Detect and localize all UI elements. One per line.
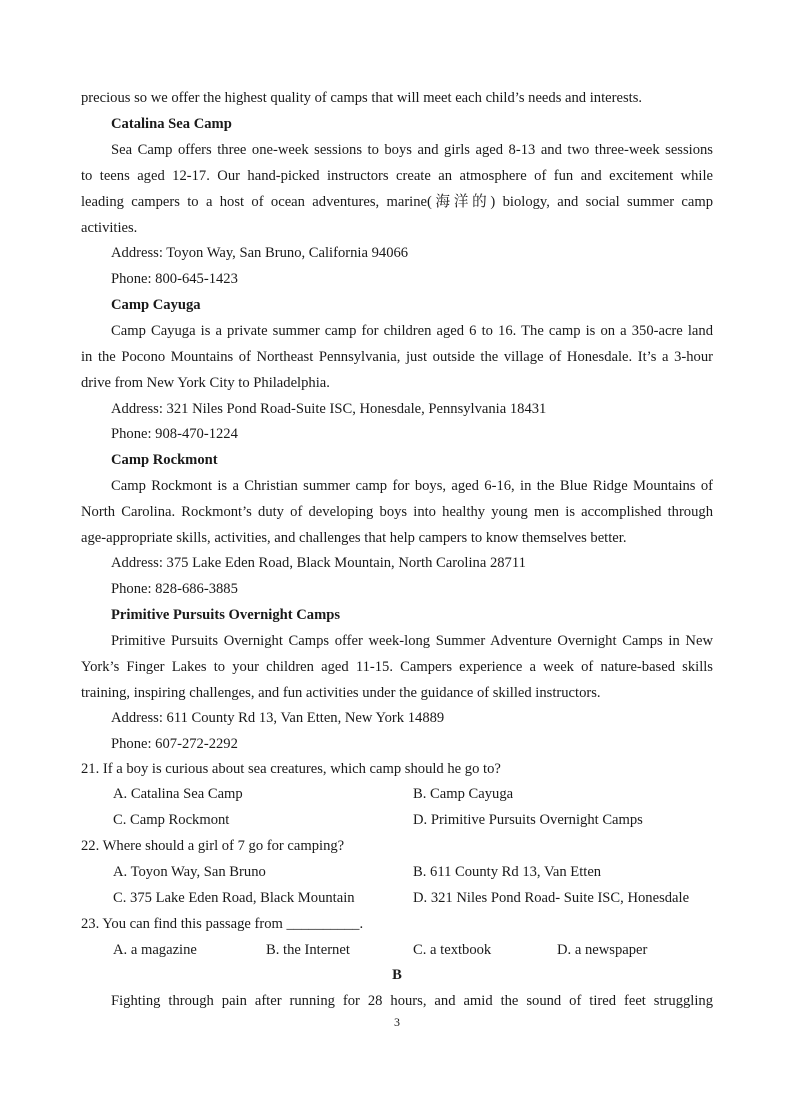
paragraph-line: age-appropriate skills, activities, and challenges that help campers to know themselves better. bbox=[81, 530, 627, 546]
paragraph-line: in the Pocono Mountains of Northeast Pennsylvania, just outside the village of Honesdale. It’s a 3-hour bbox=[81, 349, 713, 365]
camp-title-catalina: Catalina Sea Camp bbox=[111, 116, 232, 132]
camp-address: Address: 321 Niles Pond Road-Suite ISC, Honesdale, Pennsylvania 18431 bbox=[111, 401, 547, 417]
camp-phone: Phone: 607-272-2292 bbox=[111, 736, 238, 752]
question-21-option-a: A. Catalina Sea Camp bbox=[113, 786, 243, 802]
question-22-stem: 22. Where should a girl of 7 go for camping? bbox=[81, 838, 345, 854]
camp-address: Address: 611 County Rd 13, Van Etten, New York 14889 bbox=[111, 710, 445, 726]
question-23-option-c: C. a textbook bbox=[413, 942, 492, 958]
question-23-option-a: A. a magazine bbox=[113, 942, 197, 958]
paragraph-line: Fighting through pain after running for 28 hours, and amid the sound of tired feet struggling bbox=[111, 993, 713, 1009]
paragraph-line: Primitive Pursuits Overnight Camps offer week-long Summer Adventure Overnight Camps in New bbox=[111, 633, 713, 649]
question-21-option-c: C. Camp Rockmont bbox=[113, 812, 230, 828]
camp-phone: Phone: 800-645-1423 bbox=[111, 271, 238, 287]
camp-title-cayuga: Camp Cayuga bbox=[111, 297, 201, 313]
paragraph-line: Sea Camp offers three one-week sessions to boys and girls aged 8-13 and two three-week sessions bbox=[111, 142, 713, 158]
paragraph-line: Camp Rockmont is a Christian summer camp for boys, aged 6-16, in the Blue Ridge Mountains of bbox=[111, 478, 713, 494]
question-23-stem: 23. You can find this passage from __________. bbox=[81, 916, 364, 932]
camp-address: Address: 375 Lake Eden Road, Black Mountain, North Carolina 28711 bbox=[111, 555, 526, 571]
question-23-option-b: B. the Internet bbox=[266, 942, 350, 958]
paragraph-line: activities. bbox=[81, 220, 138, 236]
question-23-option-d: D. a newspaper bbox=[557, 942, 648, 958]
question-22-option-b: B. 611 County Rd 13, Van Etten bbox=[413, 864, 602, 880]
camp-phone: Phone: 908-470-1224 bbox=[111, 426, 238, 442]
paragraph-line: Camp Cayuga is a private summer camp for children aged 6 to 16. The camp is on a 350-acre land bbox=[111, 323, 713, 339]
question-22-option-c: C. 375 Lake Eden Road, Black Mountain bbox=[113, 890, 355, 906]
camp-title-rockmont: Camp Rockmont bbox=[111, 452, 218, 468]
section-b-heading: B bbox=[392, 967, 402, 983]
paragraph-line: leading campers to a host of ocean adventures, marine(海洋的) biology, and social summer camp bbox=[81, 194, 713, 210]
camp-title-primitive-pursuits: Primitive Pursuits Overnight Camps bbox=[111, 607, 341, 623]
paragraph-line: training, inspiring challenges, and fun activities under the guidance of skilled instructors. bbox=[81, 685, 601, 701]
paragraph-line: York’s Finger Lakes to your children aged 11-15. Campers experience a week of nature-based skills bbox=[81, 659, 713, 675]
camp-address: Address: Toyon Way, San Bruno, California 94066 bbox=[111, 245, 409, 261]
paragraph-line: to teens aged 12-17. Our hand-picked instructors create an atmosphere of fun and excitement while bbox=[81, 168, 713, 184]
question-22-option-d: D. 321 Niles Pond Road- Suite ISC, Honesdale bbox=[413, 890, 690, 906]
intro-tail-text: precious so we offer the highest quality of camps that will meet each child’s needs and interests. bbox=[81, 90, 643, 106]
question-21-stem: 21. If a boy is curious about sea creatures, which camp should he go to? bbox=[81, 761, 501, 777]
camp-phone: Phone: 828-686-3885 bbox=[111, 581, 238, 597]
question-21-option-b: B. Camp Cayuga bbox=[413, 786, 514, 802]
paragraph-line: North Carolina. Rockmont’s duty of developing boys into healthy young men is accomplished through bbox=[81, 504, 713, 520]
question-22-option-a: A. Toyon Way, San Bruno bbox=[113, 864, 266, 880]
question-21-option-d: D. Primitive Pursuits Overnight Camps bbox=[413, 812, 643, 828]
page-number: 3 bbox=[394, 1015, 400, 1029]
paragraph-line: drive from New York City to Philadelphia. bbox=[81, 375, 330, 391]
